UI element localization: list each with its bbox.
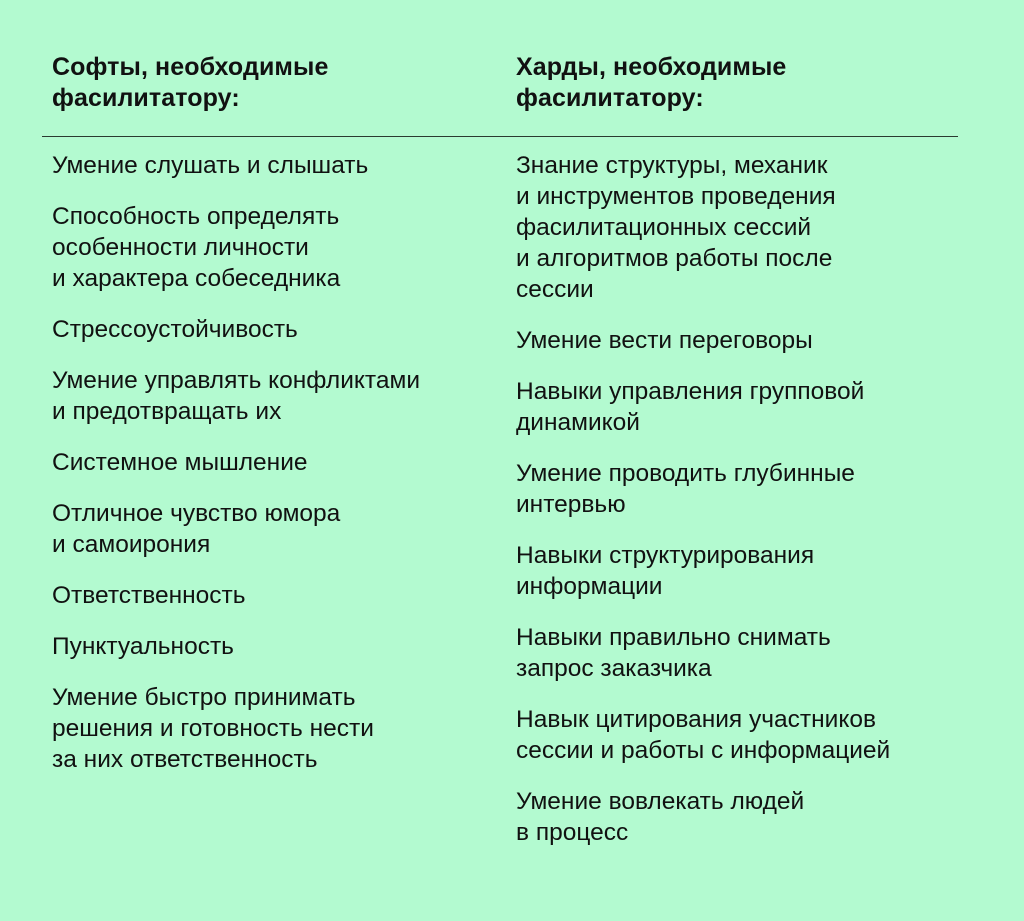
soft-skill-item: Стрессоустойчивость: [52, 316, 298, 343]
soft-skill-item: Ответственность: [52, 582, 246, 609]
hard-skill-item: Навык цитирования участников сессии и работы с информацией: [516, 706, 891, 764]
hard-skills-list: [516, 150, 890, 868]
soft-skills-list: [52, 150, 420, 795]
hard-skill-item: Знание структуры, механик и инструментов проведения фасилитационных сессий и алгоритмов работы после сессии: [516, 152, 836, 303]
soft-skill-item: Способность определять особенности личности и характера собеседника: [52, 203, 341, 292]
hard-skill-item: Умение проводить глубинные интервью: [516, 460, 855, 518]
soft-skills-heading: Софты, необходимые фасилитатору:: [52, 53, 329, 112]
soft-skill-item: Умение управлять конфликтами и предотвращать их: [52, 367, 421, 425]
hard-skills-heading: Харды, необходимые фасилитатору:: [516, 53, 787, 112]
hard-skill-item: Умение вовлекать людей в процесс: [516, 788, 805, 846]
soft-skill-item: Отличное чувство юмора и самоирония: [52, 500, 341, 558]
soft-skill-item: Умение быстро принимать решения и готовность нести за них ответственность: [52, 684, 374, 773]
hard-skill-item: Навыки управления групповой динамикой: [516, 378, 865, 436]
hard-skill-item: Навыки структурирования информации: [516, 542, 815, 600]
header-divider: [42, 136, 958, 137]
soft-skill-item: Умение слушать и слышать: [52, 152, 369, 179]
hard-skill-item: Навыки правильно снимать запрос заказчика: [516, 624, 831, 682]
soft-skill-item: Пунктуальность: [52, 633, 234, 660]
hard-skill-item: Умение вести переговоры: [516, 327, 813, 354]
soft-skill-item: Системное мышление: [52, 449, 308, 476]
